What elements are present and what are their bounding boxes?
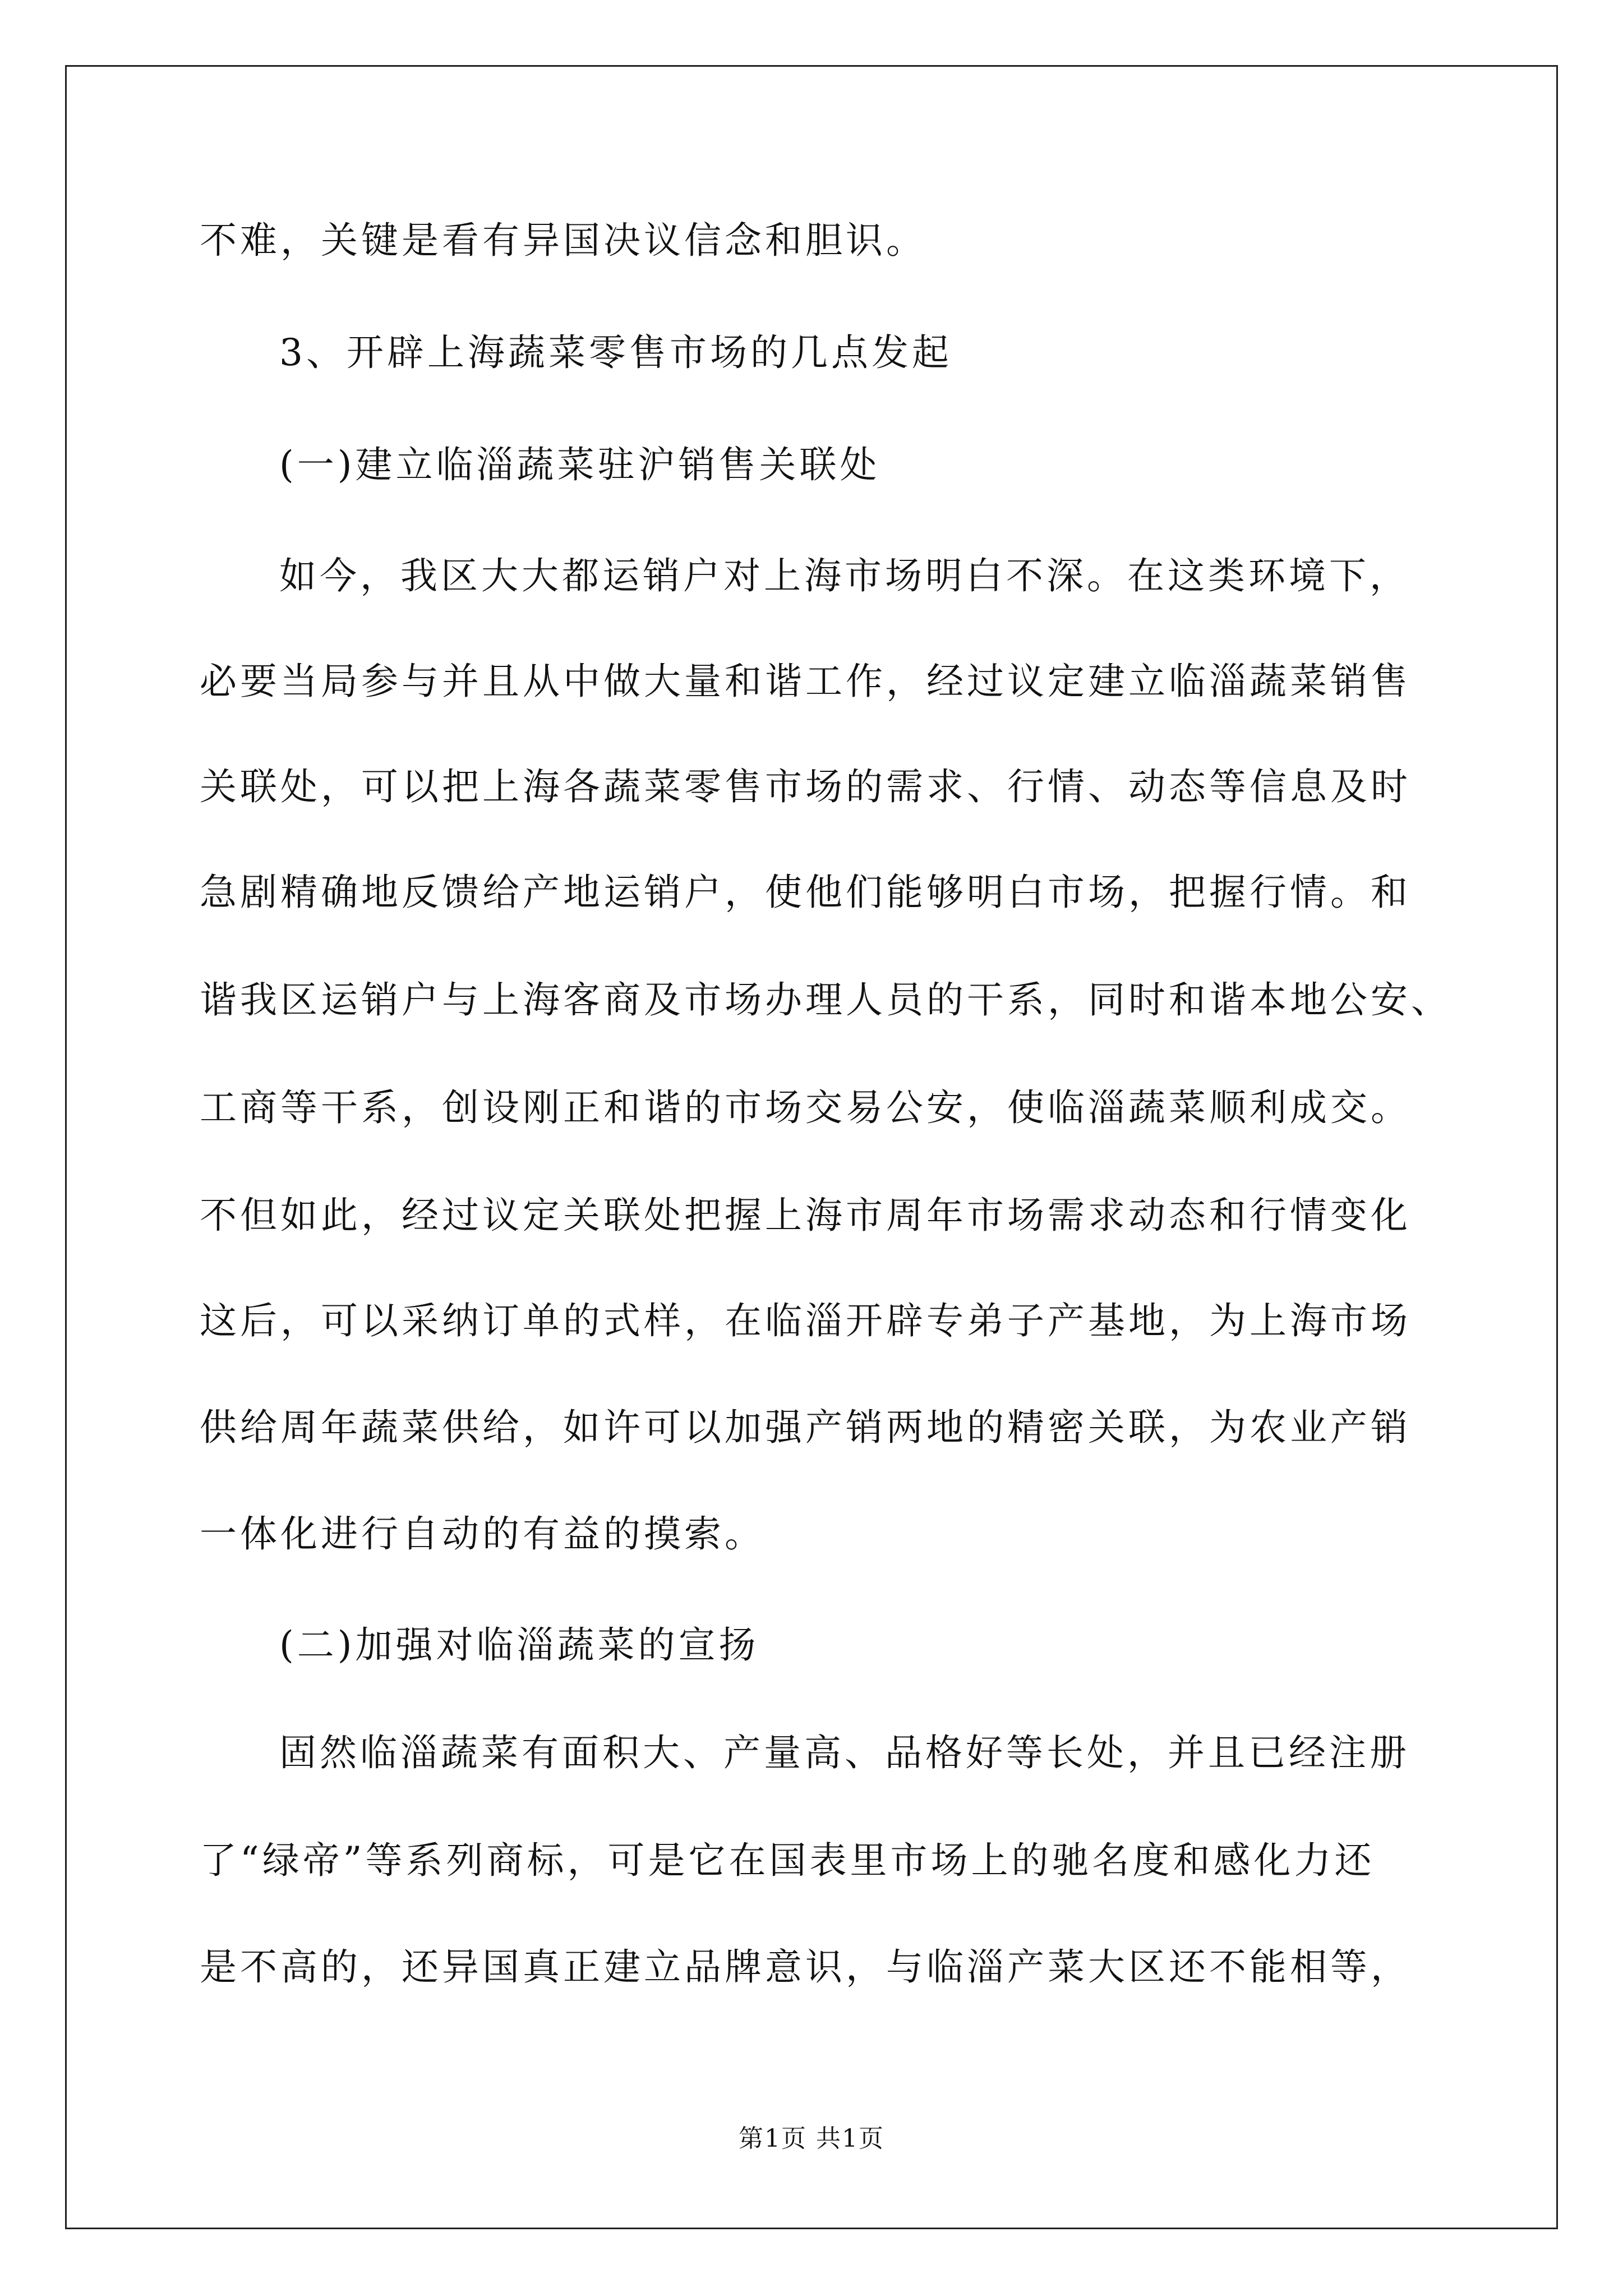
paragraph-line: 必要当局参与并且从中做大量和谐工作，经过议定建立临淄蔬菜销售 <box>200 660 1411 703</box>
paragraph-line: 了“绿帝”等系列商标，可是它在国表里市场上的驰名度和感化力还 <box>200 1839 1375 1882</box>
paragraph-line: 工商等干系，创设刚正和谐的市场交易公安，使临淄蔬菜顺利成交。 <box>200 1086 1411 1129</box>
paragraph-line: 是不高的，还异国真正建立品牌意识，与临淄产菜大区还不能相等， <box>200 1945 1411 1989</box>
paragraph-line: 固然临淄蔬菜有面积大、产量高、品格好等长处，并且已经注册 <box>279 1731 1410 1774</box>
page-border <box>65 65 1558 2229</box>
paragraph-line: 不难，关键是看有异国决议信念和胆识。 <box>200 219 926 262</box>
paragraph-line: 谐我区运销户与上海客商及市场办理人员的干系，同时和谐本地公安、 <box>200 978 1451 1022</box>
paragraph-line: 供给周年蔬菜供给，如许可以加强产销两地的精密关联，为农业产销 <box>200 1406 1411 1449</box>
page-number-footer: 第1页 共1页 <box>739 2124 884 2153</box>
paragraph-line: 不但如此，经过议定关联处把握上海市周年市场需求动态和行情变化 <box>200 1194 1411 1237</box>
paragraph-line: 一体化进行自动的有益的摸索。 <box>200 1512 765 1556</box>
section-heading: 3、开辟上海蔬菜零售市场的几点发起 <box>279 331 952 374</box>
paragraph-line: 这后，可以采纳订单的式样，在临淄开辟专弟子产基地，为上海市场 <box>200 1299 1411 1342</box>
subsection-heading: (一)建立临淄蔬菜驻沪销售关联处 <box>279 443 880 486</box>
paragraph-line: 如今，我区大大都运销户对上海市场明白不深。在这类环境下， <box>279 554 1410 597</box>
subsection-heading: (二)加强对临淄蔬菜的宣扬 <box>279 1623 759 1667</box>
paragraph-line: 关联处，可以把上海各蔬菜零售市场的需求、行情、动态等信息及时 <box>200 765 1411 808</box>
paragraph-line: 急剧精确地反馈给产地运销户，使他们能够明白市场，把握行情。和 <box>200 871 1411 914</box>
